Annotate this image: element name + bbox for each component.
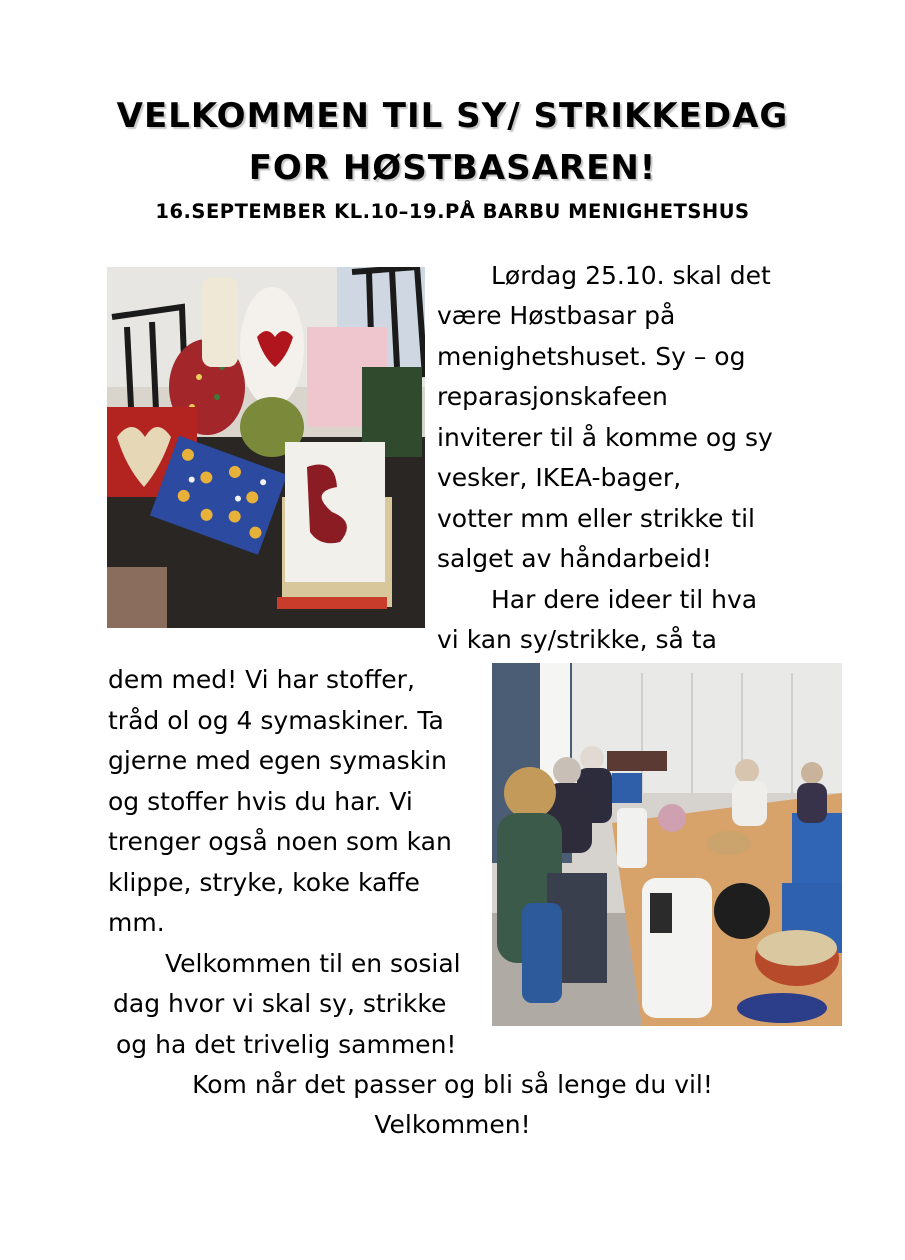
- text-line: og stoffer hvis du har. Vi: [108, 787, 413, 816]
- closing-line: Kom når det passer og bli så lenge du vil!: [192, 1070, 713, 1099]
- text-line: reparasjonskafeen: [437, 382, 668, 411]
- text-line: vi kan sy/strikke, så ta: [437, 625, 717, 654]
- text-line: og ha det trivelig sammen!: [116, 1030, 457, 1059]
- closing-welcome: Velkommen!: [374, 1110, 531, 1139]
- text-line: inviterer til å komme og sy: [437, 423, 773, 452]
- title-line-2: FOR HØSTBASAREN!: [248, 148, 657, 188]
- text-line: klippe, stryke, koke kaffe: [108, 868, 420, 897]
- text-line: dem med! Vi har stoffer,: [108, 665, 415, 694]
- text-line: mm.: [108, 908, 165, 937]
- text-line: gjerne med egen symaskin: [108, 746, 447, 775]
- text-line: tråd ol og 4 symaskiner. Ta: [108, 706, 444, 735]
- text-line: Velkommen til en sosial: [165, 949, 461, 978]
- text-line: Har dere ideer til hva: [491, 585, 758, 614]
- event-subtitle: 16.SEPTEMBER KL.10–19.PÅ BARBU MENIGHETSHUS: [155, 200, 750, 223]
- text-line: menighetshuset. Sy – og: [437, 342, 746, 371]
- workshop-photo-illustration: [492, 663, 842, 1026]
- text-line: være Høstbasar på: [437, 301, 676, 330]
- text-line: salget av håndarbeid!: [437, 544, 712, 573]
- textiles-photo: [107, 267, 425, 628]
- text-line: dag hvor vi skal sy, strikke: [113, 989, 447, 1018]
- textiles-photo-illustration: [107, 267, 425, 628]
- text-line: votter mm eller strikke til: [437, 504, 755, 533]
- title-line-1: VELKOMMEN TIL SY/ STRIKKEDAG: [116, 96, 789, 136]
- workshop-photo: [492, 663, 842, 1026]
- text-line: vesker, IKEA-bager,: [437, 463, 682, 492]
- text-line: trenger også noen som kan: [108, 827, 452, 856]
- text-line: Lørdag 25.10. skal det: [491, 261, 771, 290]
